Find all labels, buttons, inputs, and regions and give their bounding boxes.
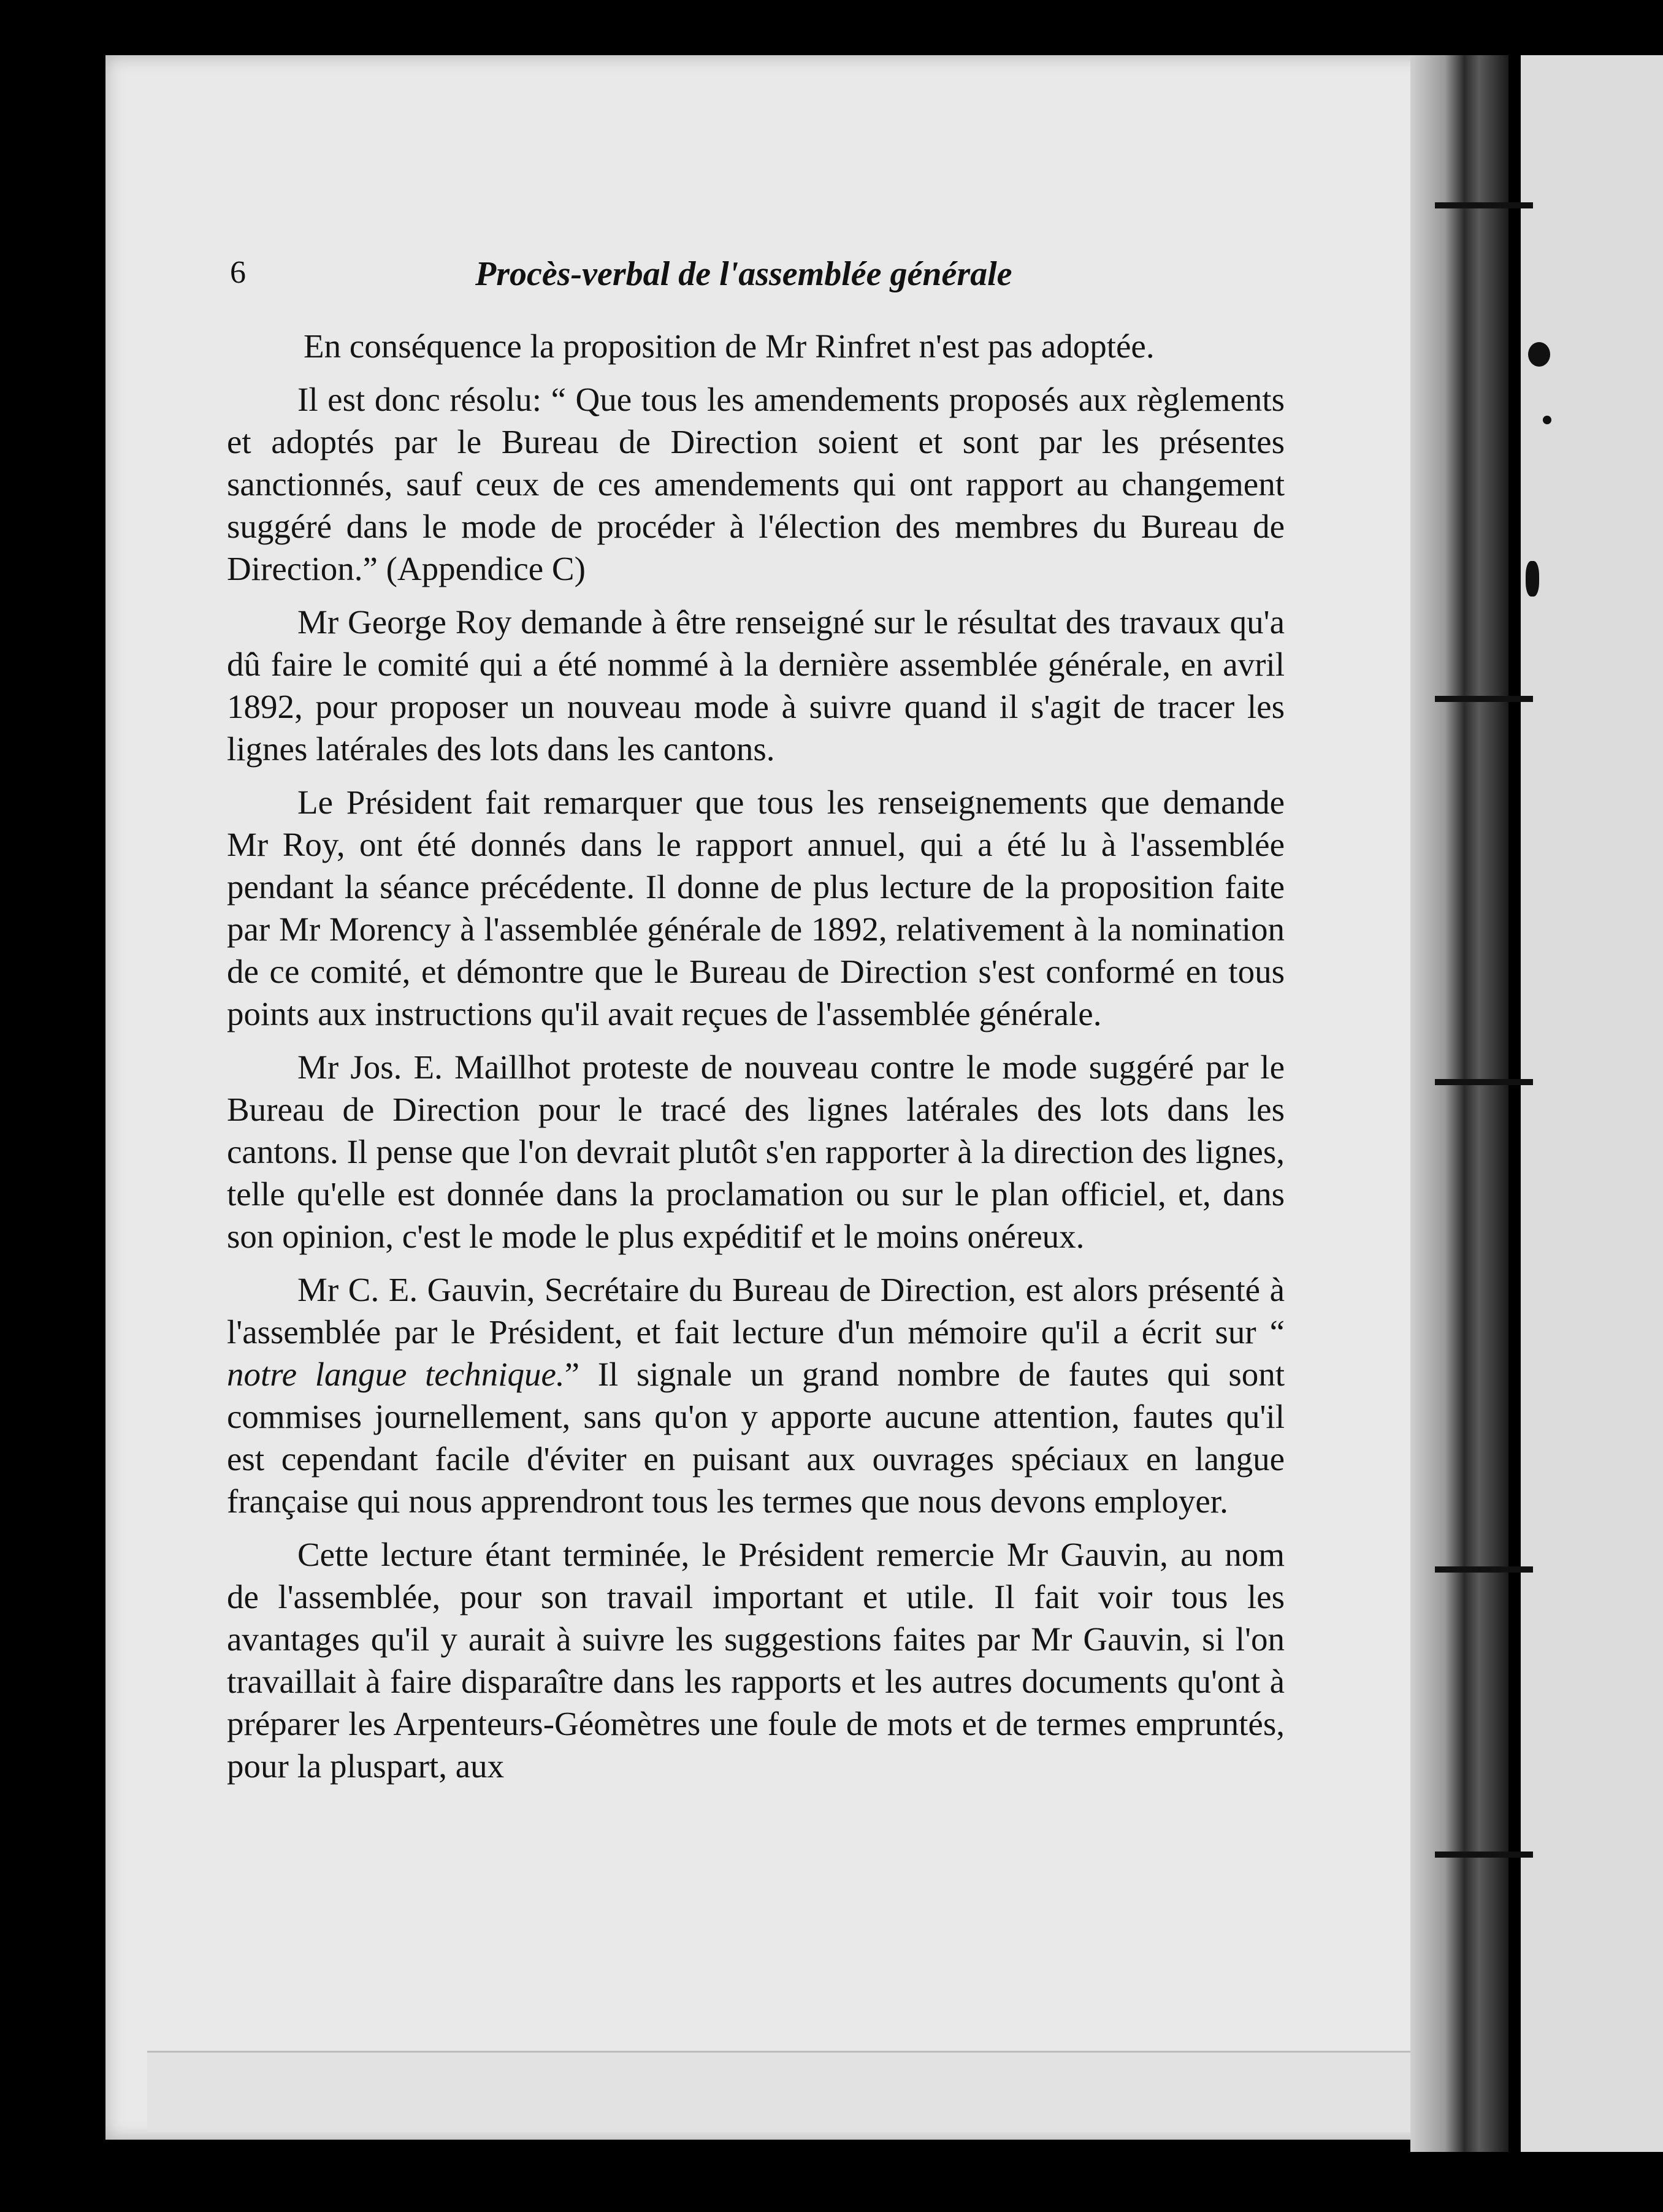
running-header [230,254,1303,303]
running-title: Procès-verbal de l'assemblée générale [475,255,1012,293]
paragraph: Mr George Roy demande à être renseigné sur le résultat des travaux qu'a dû faire le comité qui a été nommé à la dernière assemblée générale, en avril 1892, pour proposer un nouveau mode à suivre quand il s'agit de tracer les lignes latérales des lots dans les cantons. [227,603,1285,768]
paragraph [227,1268,1285,1522]
paragraph: Le Président fait remarquer que tous les renseignements que demande Mr Roy, ont été donnés dans le rapport annuel, qui a été lu à l'assemblée pendant la séance précédente. Il donne de plus lecture de la proposition faite par Mr Morency à l'assemblée générale de 1892, relativement à la nomination de ce comité, et démontre que le Bureau de Direction s'est conformé en tous points aux instructions qu'il avait reçues de l'assemblée générale. [227,784,1285,1032]
page-bottom-edge [147,2051,1484,2132]
book-gutter [1410,55,1508,2152]
binding-stitch [1435,696,1533,702]
paragraph: En conséquence la proposition de Mr Rinfret n'est pas adoptée. [304,327,1155,365]
ink-stroke-mark [1526,561,1539,597]
binding-stitch [1435,1852,1533,1858]
paragraph: Mr Jos. E. Maillhot proteste de nouveau contre le mode suggéré par le Bureau de Direction pour le tracé des lignes latérales des lots dans les cantons. Il pense que l'on devrait plutôt s'en rapporter à la direction des lignes, telle qu'elle est donnée dans la proclamation ou sur le plan officiel, et, dans son opinion, c'est le mode le plus expéditif et le moins onéreux. [227,1048,1285,1255]
facing-page-edge [1521,55,1663,2152]
binding-stitch [1435,1079,1533,1085]
ink-blot-mark [1528,342,1550,367]
paragraph: Cette lecture étant terminée, le Président remercie Mr Gauvin, au nom de l'assemblée, pour son travail important et utile. Il fait voir tous les avantages qu'il y aurait à suivre les suggestions faites par Mr Gauvin, si l'on travaillait à faire disparaître dans les rapports et les autres documents qu'ont à préparer les Arpenteurs-Géomètres une foule de mots et de termes empruntés, pour la pluspart, aux [227,1536,1285,1785]
binding-stitch [1435,1566,1533,1573]
ink-dot-mark [1543,416,1551,424]
paragraph-text: Mr C. E. Gauvin, Secrétaire du Bureau de Direction, est alors présenté à l'assemblée par le Président, et fait lecture d'un mémoire qu'il a écrit sur “ [227,1271,1285,1351]
page-number: 6 [230,255,246,290]
body-text [227,325,1285,1798]
paragraph: Il est donc résolu: “ Que tous les amendements proposés aux règlements et adoptés par le Bureau de Direction soient et sont par les présentes sanctionnés, sauf ceux de ces amendements qui ont rapport au changement suggéré dans le mode de procéder à l'élection des membres du Bureau de Direction.” (Appendice C) [227,381,1285,587]
paragraph-text: ” Il signale un grand nombre de fautes qui sont commises journellement, sans qu'on y apporte aucune attention, fautes qu'il est cependant facile d'éviter en puisant aux ouvrages spéciaux en langue française qui nous apprendront tous les termes que nous devons employer. [227,1356,1285,1520]
italic-title: notre langue technique. [227,1356,565,1393]
binding-stitch [1435,202,1533,208]
